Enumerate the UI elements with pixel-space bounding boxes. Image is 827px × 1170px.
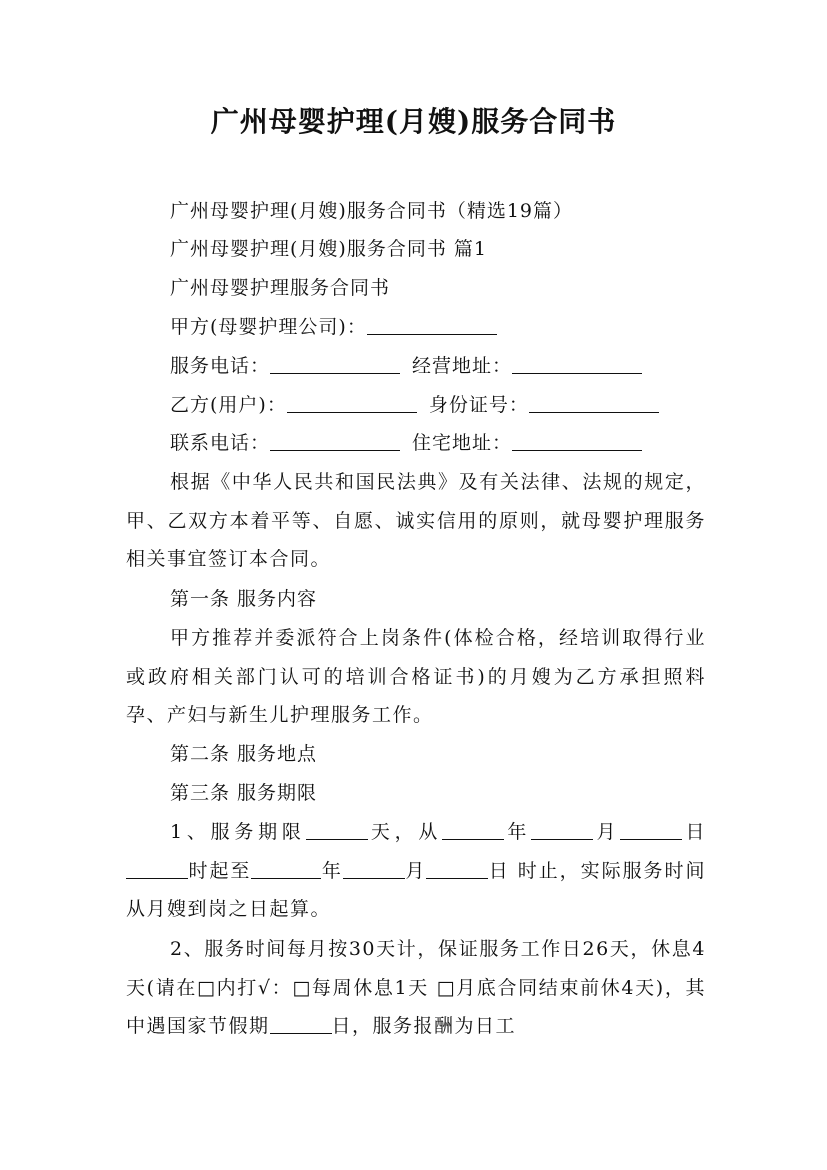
start-day-blank[interactable] xyxy=(620,838,682,840)
party-a-row xyxy=(170,308,497,346)
clause1-text-1: 1、服务期限 xyxy=(170,821,306,843)
service-phone-blank[interactable] xyxy=(270,372,400,374)
document-title: 广州母婴护理(月嫂)服务合同书 xyxy=(210,105,617,138)
clause-1 xyxy=(126,813,706,929)
id-number-label: 身份证号： xyxy=(428,394,529,416)
article3-heading: 第三条 服务期限 xyxy=(170,782,318,804)
clause1-text-9: 日 时止，实际服务时间从月嫂到岗之日起算。 xyxy=(126,859,706,920)
party-b-blank[interactable] xyxy=(287,411,417,413)
home-address-blank[interactable] xyxy=(512,449,642,451)
article1-body: 甲方推荐并委派符合上岗条件(体检合格，经培训取得行业或政府相关部门认可的培训合格证书)的月嫂为乙方承担照料孕、产妇与新生儿护理服务工作。 xyxy=(126,627,706,726)
party-a-blank[interactable] xyxy=(367,333,497,335)
business-address-blank[interactable] xyxy=(512,372,642,374)
subtitle-line: 广州母婴护理服务合同书 xyxy=(170,277,391,299)
service-phone-label: 服务电话： xyxy=(170,355,271,377)
end-year-blank[interactable] xyxy=(251,877,321,879)
start-year-blank[interactable] xyxy=(442,838,504,840)
clause2-text-1: 2、服务时间每月按30天计，保证服务工作日26天，休息4天(请在□内打√：□每周休息1天 □月底合同结束前休4天)，其中遇国家节假期 xyxy=(126,938,706,1037)
party-a-label: 甲方(母婴护理公司)： xyxy=(170,316,367,338)
business-address-label: 经营地址： xyxy=(412,355,513,377)
party-b-label: 乙方(用户)： xyxy=(170,394,287,416)
article1-heading: 第一条 服务内容 xyxy=(170,588,318,610)
contact-phone-blank[interactable] xyxy=(270,449,400,451)
clause1-text-4: 月 xyxy=(593,821,621,843)
id-number-blank[interactable] xyxy=(529,411,659,413)
contact-phone-row xyxy=(170,424,642,462)
article2-heading: 第二条 服务地点 xyxy=(170,743,318,765)
clause1-text-5: 日 xyxy=(682,821,706,843)
clause1-text-8: 月 xyxy=(404,859,427,882)
clause1-text-2: 天，从 xyxy=(367,821,443,843)
holiday-days-blank[interactable] xyxy=(270,1032,332,1034)
intro-paragraph: 根据《中华人民共和国民法典》及有关法律、法规的规定，甲、乙双方本着平等、自愿、诚实信用的原则，就母婴护理服务相关事宜签订本合同。 xyxy=(126,471,706,570)
days-blank[interactable] xyxy=(306,838,368,840)
clause1-text-6: 时起至 xyxy=(188,859,252,882)
party-b-row xyxy=(170,386,659,424)
start-hour-blank[interactable] xyxy=(126,877,188,879)
service-phone-row xyxy=(170,347,642,385)
end-month-blank[interactable] xyxy=(343,877,405,879)
clause-2 xyxy=(126,930,706,1046)
chapter-line: 广州母婴护理(月嫂)服务合同书 篇1 xyxy=(170,238,487,260)
clause2-text-2: 日，服务报酬为日工 xyxy=(331,1015,517,1037)
clause1-text-3: 年 xyxy=(504,821,532,843)
start-month-blank[interactable] xyxy=(531,838,593,840)
contact-phone-label: 联系电话： xyxy=(170,432,271,454)
clause1-text-7: 年 xyxy=(321,859,343,882)
collection-line: 广州母婴护理(月嫂)服务合同书（精选19篇） xyxy=(170,200,574,222)
end-day-blank[interactable] xyxy=(426,877,488,879)
home-address-label: 住宅地址： xyxy=(412,432,513,454)
